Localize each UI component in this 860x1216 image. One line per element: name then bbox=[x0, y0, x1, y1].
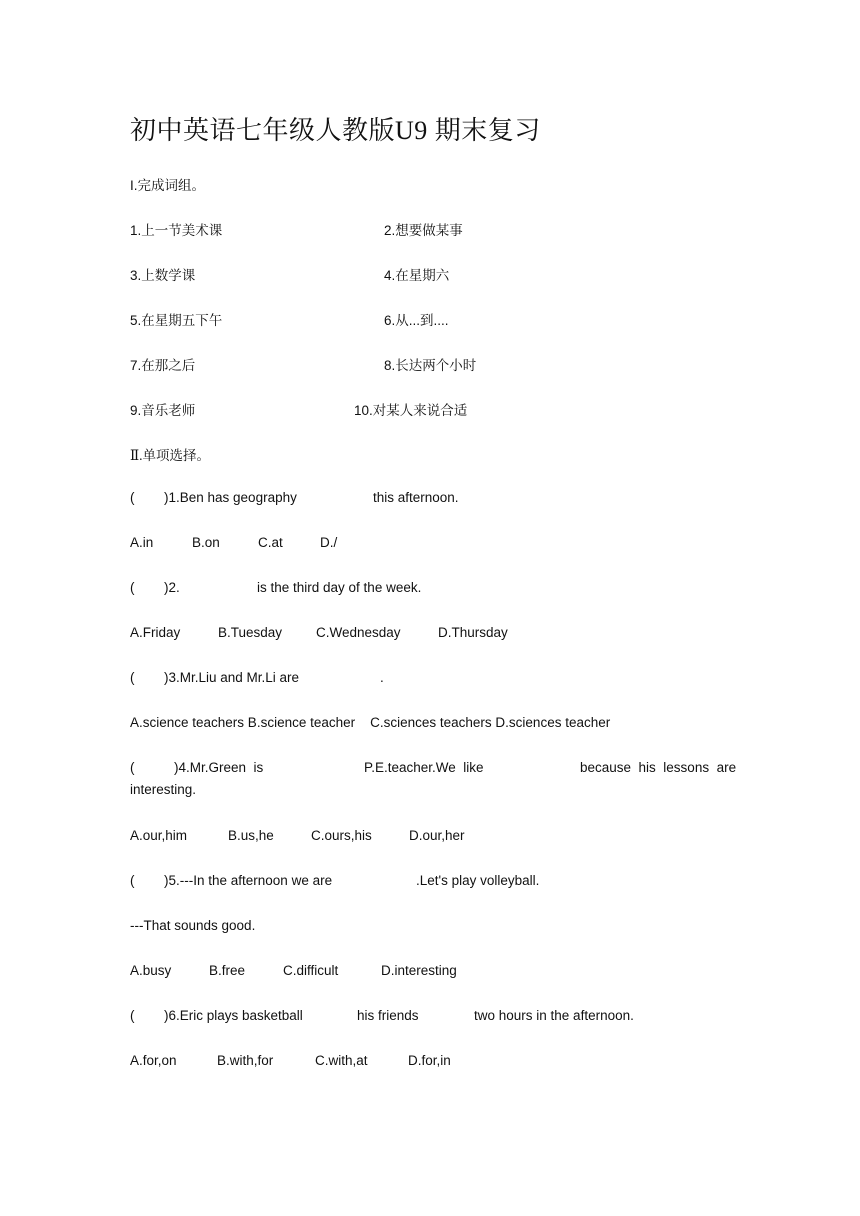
option-c: C.with,at bbox=[315, 1053, 368, 1068]
page-title: 初中英语七年级人教版U9 期末复习 bbox=[130, 116, 541, 145]
phrase-item: 5.在星期五下午 bbox=[130, 313, 223, 328]
phrase-item: 7.在那之后 bbox=[130, 358, 196, 373]
option-d: D.interesting bbox=[381, 963, 457, 978]
option-d: D.for,in bbox=[408, 1053, 451, 1068]
question-stem: this afternoon. bbox=[373, 490, 459, 505]
option-c: C.difficult bbox=[283, 963, 339, 978]
option-a: A.in bbox=[130, 535, 154, 550]
option-c: C.Wednesday bbox=[316, 625, 401, 640]
option-b: B.free bbox=[209, 963, 246, 978]
question-stem: )6.Eric plays basketball bbox=[164, 1008, 303, 1023]
question-stem: .Let's play volleyball. bbox=[416, 873, 540, 888]
question-stem: )3.Mr.Liu and Mr.Li are bbox=[164, 670, 300, 685]
option-b: B.Tuesday bbox=[218, 625, 283, 640]
question-paren: ( bbox=[130, 490, 135, 505]
question-stem: is the third day of the week. bbox=[257, 580, 422, 595]
option-d: D./ bbox=[320, 535, 338, 550]
option-a: A.busy bbox=[130, 963, 172, 978]
option-c: C.ours,his bbox=[311, 828, 372, 843]
question-paren: ( bbox=[130, 873, 135, 888]
option-b: B.on bbox=[192, 535, 220, 550]
option-b: B.with,for bbox=[217, 1053, 274, 1068]
question-stem: P.E.teacher.We like bbox=[364, 760, 484, 775]
question-paren: ( bbox=[130, 760, 135, 775]
option-d: D.our,her bbox=[409, 828, 465, 843]
question-stem: interesting. bbox=[130, 782, 197, 797]
option-a: A.Friday bbox=[130, 625, 181, 640]
section1-heading: I.完成词组。 bbox=[130, 178, 206, 193]
question-stem: his friends bbox=[357, 1008, 419, 1023]
phrase-item: 10.对某人来说合适 bbox=[354, 403, 468, 418]
question-stem: because his lessons are bbox=[580, 760, 737, 775]
question-stem: )2. bbox=[164, 580, 180, 595]
section2-heading: Ⅱ.单项选择。 bbox=[130, 448, 211, 463]
options-line: A.science teachers B.science teacher C.sciences teachers D.sciences teacher bbox=[130, 715, 611, 730]
question-paren: ( bbox=[130, 670, 135, 685]
question-paren: ( bbox=[130, 580, 135, 595]
option-a: A.our,him bbox=[130, 828, 188, 843]
phrase-item: 2.想要做某事 bbox=[384, 223, 463, 238]
question-stem: )1.Ben has geography bbox=[164, 490, 297, 505]
question-stem: )5.---In the afternoon we are bbox=[164, 873, 333, 888]
question-stem: . bbox=[380, 670, 384, 685]
phrase-item: 1.上一节美术课 bbox=[130, 223, 223, 238]
question-paren: ( bbox=[130, 1008, 135, 1023]
phrase-item: 8.长达两个小时 bbox=[384, 358, 477, 373]
phrase-item: 4.在星期六 bbox=[384, 268, 450, 283]
option-d: D.Thursday bbox=[438, 625, 508, 640]
phrase-item: 6.从...到.... bbox=[384, 313, 449, 328]
question-stem: two hours in the afternoon. bbox=[474, 1008, 634, 1023]
option-c: C.at bbox=[258, 535, 283, 550]
dialogue-reply: ---That sounds good. bbox=[130, 918, 256, 933]
phrase-item: 3.上数学课 bbox=[130, 268, 196, 283]
phrase-item: 9.音乐老师 bbox=[130, 403, 196, 418]
option-a: A.for,on bbox=[130, 1053, 177, 1068]
question-stem: )4.Mr.Green is bbox=[174, 760, 264, 775]
option-b: B.us,he bbox=[228, 828, 274, 843]
